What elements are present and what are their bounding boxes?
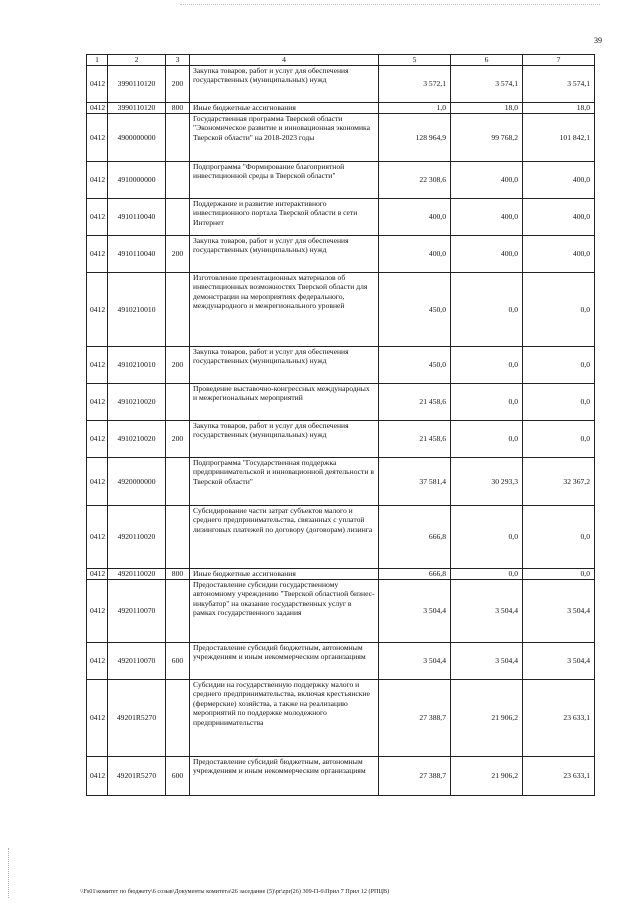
table-row bbox=[87, 236, 595, 273]
table-row bbox=[87, 347, 595, 384]
expense-type-cell bbox=[166, 458, 190, 506]
amount-cell-2020: 0,0 bbox=[451, 421, 523, 458]
expense-type-cell: 600 bbox=[166, 757, 190, 796]
description-cell: Изготовление презентационных материалов об инвестиционных возможностях Тверской области для демонстрации на мероприятиях федерального, международного и межрегионального уровней bbox=[190, 273, 379, 347]
expense-type-cell: 200 bbox=[166, 347, 190, 384]
target-code-cell: 4920110020 bbox=[108, 569, 166, 580]
column-header: 2 bbox=[108, 55, 166, 66]
description-cell: Иные бюджетные ассигнования bbox=[190, 569, 379, 580]
amount-cell-2020: 21 906,2 bbox=[451, 680, 523, 757]
amount-cell-2021: 400,0 bbox=[523, 162, 595, 199]
target-code-cell: 49201R5270 bbox=[108, 757, 166, 796]
section-code-cell: 0412 bbox=[87, 236, 108, 273]
target-code-cell: 4910210020 bbox=[108, 421, 166, 458]
section-code-cell: 0412 bbox=[87, 347, 108, 384]
expense-type-cell bbox=[166, 273, 190, 347]
description-cell: Поддержание и развитие интерактивного инвестиционного портала Тверской области в сети Интернет bbox=[190, 199, 379, 236]
scan-artifact-left bbox=[8, 848, 9, 898]
table-row bbox=[87, 506, 595, 569]
amount-cell-2019: 450,0 bbox=[379, 347, 451, 384]
amount-cell-2019: 27 388,7 bbox=[379, 680, 451, 757]
amount-cell-2020: 99 768,2 bbox=[451, 114, 523, 162]
description-cell: Государственная программа Тверской области "Экономическое развитие и инновационная экономика Тверской области" на 2018-2023 годы bbox=[190, 114, 379, 162]
amount-cell-2020: 0,0 bbox=[451, 347, 523, 384]
amount-cell-2021: 400,0 bbox=[523, 199, 595, 236]
amount-cell-2019: 3 504,4 bbox=[379, 580, 451, 643]
table-row bbox=[87, 199, 595, 236]
amount-cell-2021: 400,0 bbox=[523, 236, 595, 273]
target-code-cell: 3990110120 bbox=[108, 103, 166, 114]
target-code-cell: 4920110070 bbox=[108, 643, 166, 680]
description-cell: Подпрограмма "Государственная поддержка предпринимательской и инновационной деятельности в Тверской области" bbox=[190, 458, 379, 506]
amount-cell-2021: 32 367,2 bbox=[523, 458, 595, 506]
section-code-cell: 0412 bbox=[87, 580, 108, 643]
description-cell: Субсидирование части затрат субъектов малого и среднего предпринимательства, связанных с уплатой лизинговых платежей по договору (договорам) лизинга bbox=[190, 506, 379, 569]
amount-cell-2021: 23 633,1 bbox=[523, 680, 595, 757]
amount-cell-2019: 22 308,6 bbox=[379, 162, 451, 199]
amount-cell-2021: 23 633,1 bbox=[523, 757, 595, 796]
target-code-cell: 4900000000 bbox=[108, 114, 166, 162]
amount-cell-2019: 400,0 bbox=[379, 199, 451, 236]
amount-cell-2021: 0,0 bbox=[523, 421, 595, 458]
amount-cell-2019: 400,0 bbox=[379, 236, 451, 273]
amount-cell-2020: 3 574,1 bbox=[451, 66, 523, 103]
amount-cell-2021: 18,0 bbox=[523, 103, 595, 114]
section-code-cell: 0412 bbox=[87, 757, 108, 796]
section-code-cell: 0412 bbox=[87, 506, 108, 569]
table-row bbox=[87, 273, 595, 347]
target-code-cell: 4910210010 bbox=[108, 273, 166, 347]
amount-cell-2021: 3 504,4 bbox=[523, 580, 595, 643]
expense-type-cell bbox=[166, 680, 190, 757]
expense-type-cell: 600 bbox=[166, 643, 190, 680]
section-code-cell: 0412 bbox=[87, 421, 108, 458]
amount-cell-2021: 0,0 bbox=[523, 384, 595, 421]
amount-cell-2021: 101 842,1 bbox=[523, 114, 595, 162]
section-code-cell: 0412 bbox=[87, 66, 108, 103]
amount-cell-2021: 3 504,4 bbox=[523, 643, 595, 680]
section-code-cell: 0412 bbox=[87, 103, 108, 114]
scan-artifact-top bbox=[180, 4, 600, 5]
amount-cell-2019: 666,8 bbox=[379, 506, 451, 569]
target-code-cell: 4920110020 bbox=[108, 506, 166, 569]
description-cell: Закупка товаров, работ и услуг для обеспечения государственных (муниципальных) нужд bbox=[190, 421, 379, 458]
table-row bbox=[87, 458, 595, 506]
target-code-cell: 4910110040 bbox=[108, 199, 166, 236]
description-cell: Закупка товаров, работ и услуг для обеспечения государственных (муниципальных) нужд bbox=[190, 236, 379, 273]
expense-type-cell bbox=[166, 199, 190, 236]
table-row bbox=[87, 421, 595, 458]
amount-cell-2021: 0,0 bbox=[523, 273, 595, 347]
description-cell: Предоставление субсидии государственному автономному учреждению "Тверской областной бизнес-инкубатор" на оказание государственных услуг в рамках государственного задания bbox=[190, 580, 379, 643]
amount-cell-2020: 0,0 bbox=[451, 273, 523, 347]
table-row bbox=[87, 384, 595, 421]
table-row bbox=[87, 66, 595, 103]
description-cell: Закупка товаров, работ и услуг для обеспечения государственных (муниципальных) нужд bbox=[190, 347, 379, 384]
column-header: 6 bbox=[451, 55, 523, 66]
amount-cell-2019: 21 458,6 bbox=[379, 384, 451, 421]
section-code-cell: 0412 bbox=[87, 384, 108, 421]
amount-cell-2019: 666,8 bbox=[379, 569, 451, 580]
expense-type-cell: 200 bbox=[166, 421, 190, 458]
amount-cell-2020: 3 504,4 bbox=[451, 580, 523, 643]
expense-type-cell bbox=[166, 580, 190, 643]
target-code-cell: 4910210020 bbox=[108, 384, 166, 421]
amount-cell-2020: 18,0 bbox=[451, 103, 523, 114]
description-cell: Иные бюджетные ассигнования bbox=[190, 103, 379, 114]
amount-cell-2020: 400,0 bbox=[451, 236, 523, 273]
amount-cell-2019: 128 964,9 bbox=[379, 114, 451, 162]
table-row bbox=[87, 569, 595, 580]
table-row bbox=[87, 103, 595, 114]
description-cell: Субсидии на государственную поддержку малого и среднего предпринимательства, включая крестьянские (фермерские) хозяйства, а также на реализацию мероприятий по поддержке молодежного предпринимательства bbox=[190, 680, 379, 757]
column-header: 5 bbox=[379, 55, 451, 66]
amount-cell-2020: 21 906,2 bbox=[451, 757, 523, 796]
header-row bbox=[87, 55, 595, 66]
amount-cell-2021: 0,0 bbox=[523, 569, 595, 580]
expense-type-cell bbox=[166, 506, 190, 569]
expense-type-cell: 200 bbox=[166, 66, 190, 103]
amount-cell-2019: 3 572,1 bbox=[379, 66, 451, 103]
page-number: 39 bbox=[594, 36, 602, 45]
section-code-cell: 0412 bbox=[87, 643, 108, 680]
table-row bbox=[87, 114, 595, 162]
expense-type-cell: 800 bbox=[166, 103, 190, 114]
amount-cell-2019: 27 388,7 bbox=[379, 757, 451, 796]
column-header: 1 bbox=[87, 55, 108, 66]
amount-cell-2020: 0,0 bbox=[451, 506, 523, 569]
target-code-cell: 4910000000 bbox=[108, 162, 166, 199]
amount-cell-2019: 37 581,4 bbox=[379, 458, 451, 506]
section-code-cell: 0412 bbox=[87, 199, 108, 236]
table-row bbox=[87, 757, 595, 796]
amount-cell-2020: 3 504,4 bbox=[451, 643, 523, 680]
amount-cell-2019: 450,0 bbox=[379, 273, 451, 347]
table-row bbox=[87, 580, 595, 643]
amount-cell-2019: 3 504,4 bbox=[379, 643, 451, 680]
column-header: 3 bbox=[166, 55, 190, 66]
target-code-cell: 4910110040 bbox=[108, 236, 166, 273]
amount-cell-2021: 3 574,1 bbox=[523, 66, 595, 103]
amount-cell-2019: 1,0 bbox=[379, 103, 451, 114]
amount-cell-2020: 400,0 bbox=[451, 199, 523, 236]
section-code-cell: 0412 bbox=[87, 458, 108, 506]
description-cell: Закупка товаров, работ и услуг для обеспечения государственных (муниципальных) нужд bbox=[190, 66, 379, 103]
column-header: 7 bbox=[523, 55, 595, 66]
amount-cell-2021: 0,0 bbox=[523, 347, 595, 384]
target-code-cell: 4920110070 bbox=[108, 580, 166, 643]
table-row bbox=[87, 643, 595, 680]
table-row bbox=[87, 162, 595, 199]
budget-table bbox=[86, 54, 595, 796]
amount-cell-2020: 0,0 bbox=[451, 384, 523, 421]
section-code-cell: 0412 bbox=[87, 680, 108, 757]
amount-cell-2020: 30 293,3 bbox=[451, 458, 523, 506]
description-cell: Предоставление субсидий бюджетным, автономным учреждениям и иным некоммерческим организациям bbox=[190, 757, 379, 796]
description-cell: Предоставление субсидий бюджетным, автономным учреждениям и иным некоммерческим организациям bbox=[190, 643, 379, 680]
expense-type-cell bbox=[166, 384, 190, 421]
description-cell: Проведение выставочно-конгрессных международных и межрегиональных мероприятий bbox=[190, 384, 379, 421]
amount-cell-2020: 400,0 bbox=[451, 162, 523, 199]
file-path-footer: \\Fs01\комитет по бюджету\6 созыв\Документы комитета\26 заседание (5)\pr\zpr(26) 309-П-6\Прил 7 Прил 12 (РПЦВ) bbox=[80, 888, 390, 895]
target-code-cell: 3990110120 bbox=[108, 66, 166, 103]
description-cell: Подпрограмма "Формирование благоприятной инвестиционной среды в Тверской области" bbox=[190, 162, 379, 199]
amount-cell-2019: 21 458,6 bbox=[379, 421, 451, 458]
expense-type-cell bbox=[166, 114, 190, 162]
amount-cell-2021: 0,0 bbox=[523, 506, 595, 569]
expense-type-cell bbox=[166, 162, 190, 199]
target-code-cell: 4920000000 bbox=[108, 458, 166, 506]
section-code-cell: 0412 bbox=[87, 162, 108, 199]
section-code-cell: 0412 bbox=[87, 273, 108, 347]
target-code-cell: 4910210010 bbox=[108, 347, 166, 384]
expense-type-cell: 800 bbox=[166, 569, 190, 580]
amount-cell-2020: 0,0 bbox=[451, 569, 523, 580]
expense-type-cell: 200 bbox=[166, 236, 190, 273]
target-code-cell: 49201R5270 bbox=[108, 680, 166, 757]
column-header: 4 bbox=[190, 55, 379, 66]
section-code-cell: 0412 bbox=[87, 569, 108, 580]
table-row bbox=[87, 680, 595, 757]
section-code-cell: 0412 bbox=[87, 114, 108, 162]
